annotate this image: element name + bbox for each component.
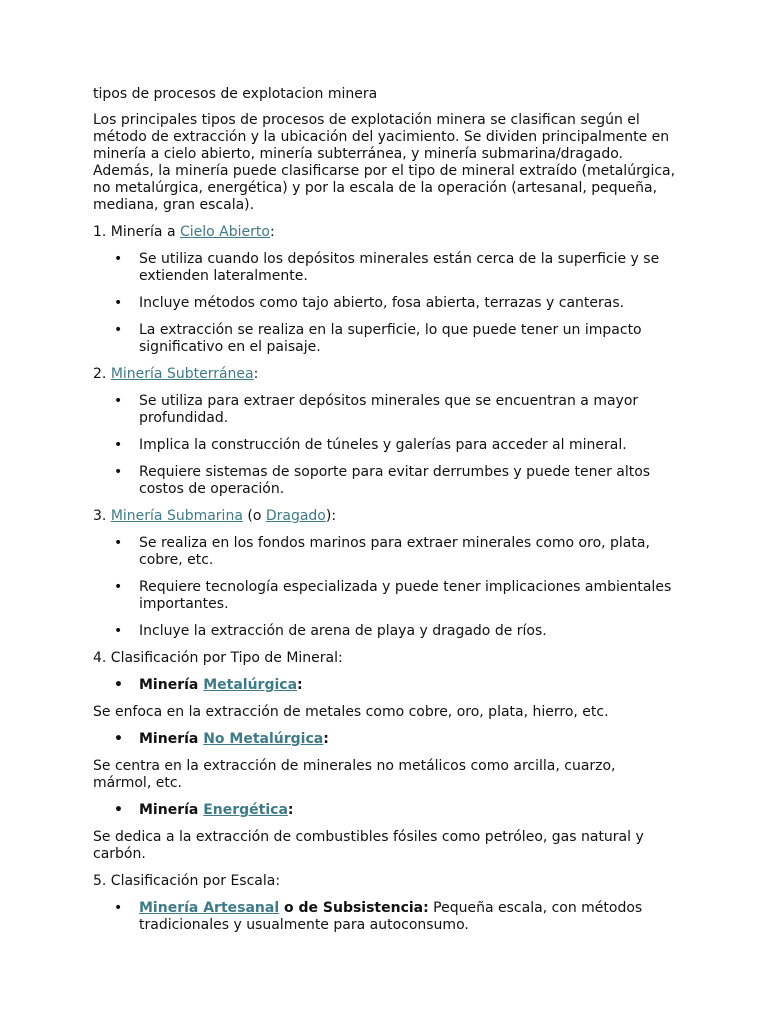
item-suffix: :	[323, 731, 329, 747]
list-item: • Se realiza en los fondos marinos para extraer minerales como oro, plata, cobre, etc.	[93, 535, 676, 569]
link-energetica[interactable]: Energética	[203, 802, 288, 818]
section-5-list	[93, 900, 676, 934]
section-3-heading	[93, 508, 676, 525]
item-bold-text: o de Subsistencia:	[279, 900, 429, 916]
section-1-suffix: :	[269, 224, 275, 240]
list-item	[93, 677, 676, 694]
section-2-heading	[93, 366, 676, 383]
list-item: • Se utiliza cuando los depósitos minerales están cerca de la superficie y se extienden lateralmente.	[93, 251, 676, 285]
document-title: tipos de procesos de explotacion minera	[93, 86, 378, 102]
item-prefix: Minería	[139, 731, 204, 747]
list-item: • La extracción se realiza en la superficie, lo que puede tener un impacto significativo en el paisaje.	[93, 322, 676, 356]
section-3-middle: (o	[242, 508, 266, 524]
section-3-suffix: ):	[325, 508, 337, 524]
link-mineria-subterranea[interactable]: Minería Subterránea	[110, 366, 254, 382]
section-2-suffix: :	[253, 366, 259, 382]
link-metalurgica[interactable]: Metalúrgica	[203, 677, 298, 693]
list-item	[93, 802, 676, 819]
list-item	[93, 731, 676, 748]
list-item: • Requiere tecnología especializada y puede tener implicaciones ambientales importantes.	[93, 579, 676, 613]
list-item: • Implica la construcción de túneles y galerías para acceder al mineral.	[93, 437, 676, 454]
list-item: • Incluye métodos como tajo abierto, fosa abierta, terrazas y canteras.	[93, 295, 676, 312]
link-mineria-submarina[interactable]: Minería Submarina	[110, 508, 243, 524]
list-item	[93, 900, 676, 934]
section-2-prefix: 2.	[93, 366, 111, 382]
section-3-prefix: 3.	[93, 508, 111, 524]
list-item: • Se utiliza para extraer depósitos minerales que se encuentran a mayor profundidad.	[93, 393, 676, 427]
section-4-list-no-metalurgica	[93, 731, 676, 748]
section-4-list-metalurgica	[93, 677, 676, 694]
item-prefix: Minería	[139, 802, 204, 818]
metalurgica-description: Se enfoca en la extracción de metales como cobre, oro, plata, hierro, etc.	[93, 704, 609, 720]
link-no-metalurgica[interactable]: No Metalúrgica	[203, 731, 324, 747]
section-4-heading: 4. Clasificación por Tipo de Mineral:	[93, 650, 343, 666]
section-3-list	[93, 535, 676, 640]
link-mineria-artesanal[interactable]: Minería Artesanal	[139, 900, 280, 916]
link-dragado[interactable]: Dragado	[265, 508, 326, 524]
section-4-list-energetica	[93, 802, 676, 819]
list-item: • Incluye la extracción de arena de playa y dragado de ríos.	[93, 623, 676, 640]
section-1-prefix: 1. Minería a	[93, 224, 180, 240]
item-suffix: :	[287, 802, 294, 818]
link-cielo-abierto[interactable]: Cielo Abierto	[179, 224, 270, 240]
item-suffix: :	[297, 677, 303, 693]
no-metalurgica-description: Se centra en la extracción de minerales no metálicos como arcilla, cuarzo, mármol, etc.	[93, 758, 616, 791]
section-5-heading: 5. Clasificación por Escala:	[93, 873, 281, 889]
intro-paragraph: Los principales tipos de procesos de explotación minera se clasifican según el método de extracción y la ubicación del yacimiento. Se dividen principalmente en minería a cielo abierto, minería subterránea, y minería submarina/dragado. Además, la minería puede clasificarse por el tipo de mineral extraído (metalúrgica, no metalúrgica, energética) y por la escala de la operación (artesanal, pequeña, mediana, gran escala).	[93, 112, 676, 213]
section-1-list	[93, 251, 676, 356]
item-text: Pequeña escala, con métodos tradicionales y usualmente para autoconsumo.	[139, 900, 643, 933]
section-2-list	[93, 393, 676, 498]
item-prefix: Minería	[139, 677, 204, 693]
section-1-heading	[93, 224, 676, 241]
list-item: • Requiere sistemas de soporte para evitar derrumbes y puede tener altos costos de operación.	[93, 464, 676, 498]
energetica-description: Se dedica a la extracción de combustibles fósiles como petróleo, gas natural y carbón.	[93, 829, 644, 862]
